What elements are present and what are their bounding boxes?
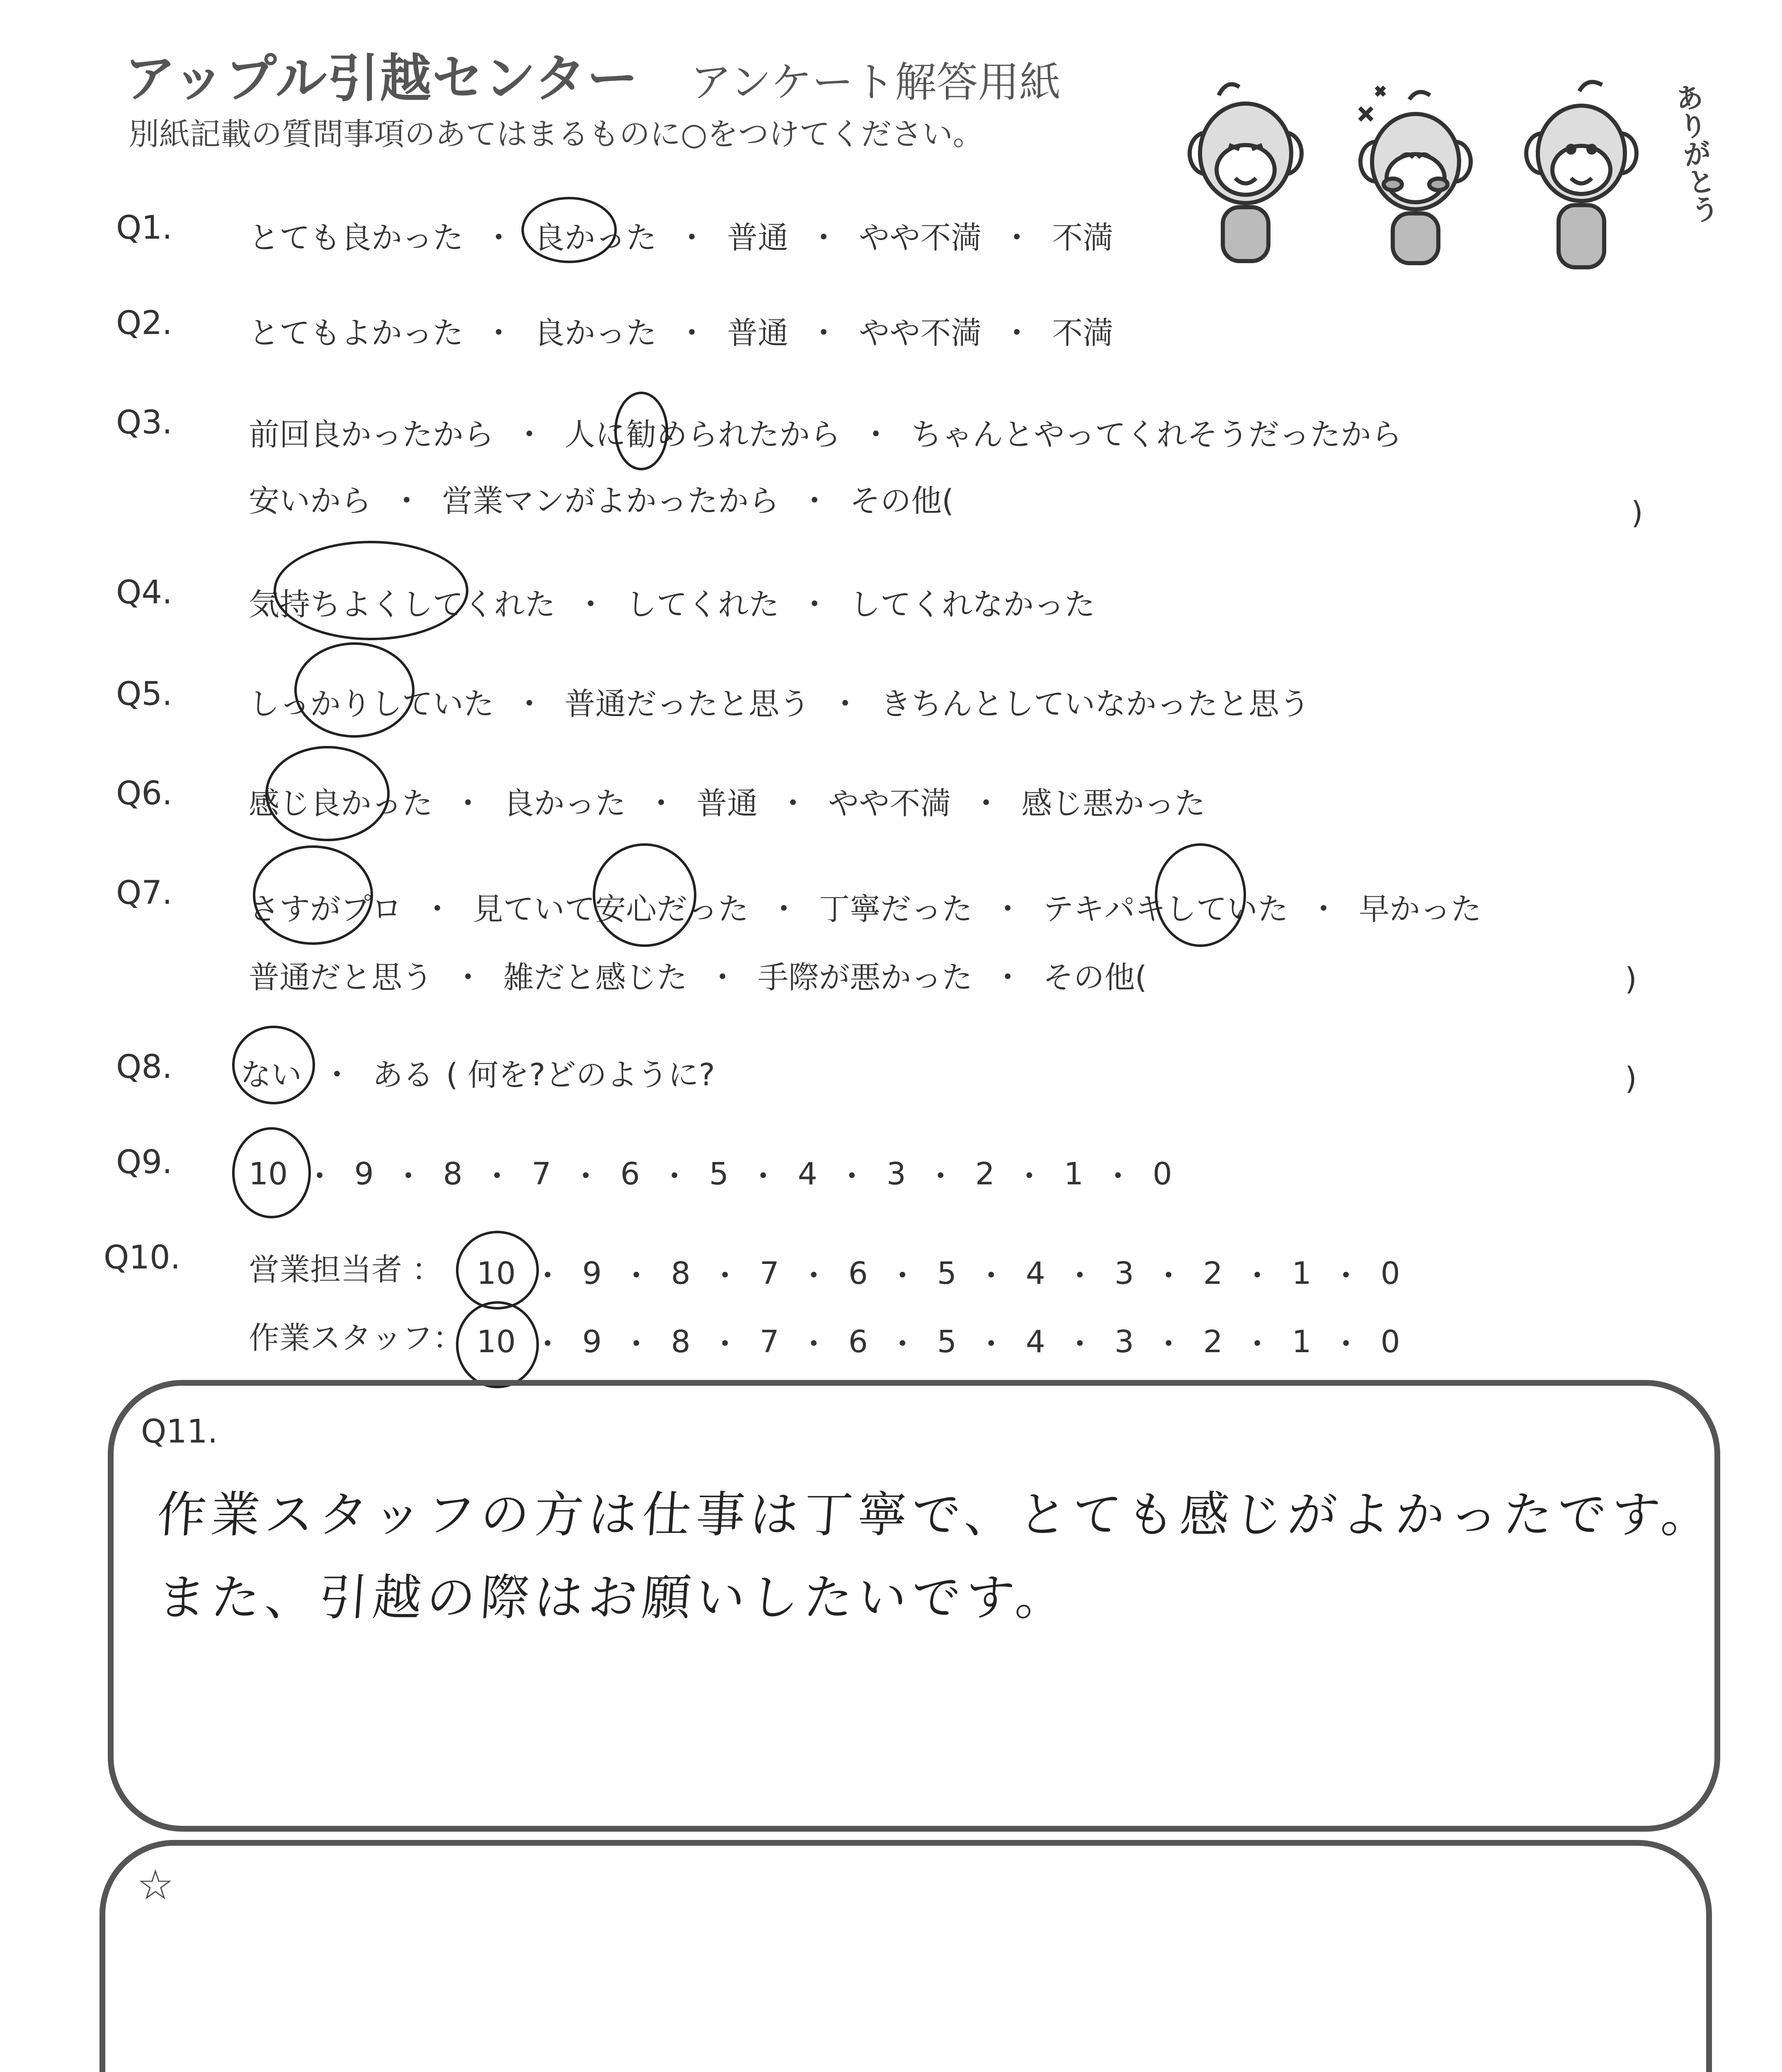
q7-label: Q7. [116,874,172,912]
q9-scale: 10 ・ 9 ・ 8 ・ 7 ・ 6 ・ 5 ・ 4 ・ 3 ・ 2 ・ 1 ・ 0 [249,1152,1175,1196]
q10-staff-score-10[interactable] [477,1324,516,1360]
q9-score-5[interactable]: 5 [709,1156,729,1192]
q3-option-6[interactable]: その他( [850,483,954,519]
q4-option-1-label: 気持ちよくしてくれた [249,587,555,622]
q10-sales-score-4[interactable]: 4 [1026,1256,1045,1291]
q8-options: ない ・ ある ( 何を?どのように? [240,1051,715,1094]
q5-label: Q5. [116,675,172,713]
q7-option-6[interactable]: 普通だと思う [249,960,433,995]
q1-option-3[interactable]: 普通 [727,220,788,256]
q8-close-paren: ) [1625,1061,1637,1097]
star-comment-box[interactable] [99,1840,1712,2072]
q6-options: 感じ良かった ・ 良かった ・ 普通 ・ やや不満 ・ 感じ悪かった [249,779,1205,823]
q10-label: Q10. [104,1239,181,1276]
q3-option-2[interactable] [565,410,841,454]
q3-option-3[interactable]: ちゃんとやってくれそうだったから [911,417,1402,453]
q5-option-1-label: しっかりしていた [249,686,494,722]
q5-option-1[interactable] [249,680,494,724]
q7-option-7[interactable]: 雑だと感じた [503,960,687,995]
q4-option-1[interactable] [249,580,555,624]
q10-staff-score-10-label: 10 [477,1324,516,1360]
q9-score-4[interactable]: 4 [798,1156,817,1192]
q2-option-2[interactable]: 良かった [534,315,657,351]
q10-staff-scale: 10 ・ 9 ・ 8 ・ 7 ・ 6 ・ 5 ・ 4 ・ 3 ・ 2 ・ 1 ・ 0 [477,1320,1403,1364]
mascot-illustration [1127,62,1700,278]
q3-option-5[interactable]: 営業マンがよかったから [442,483,779,519]
q10-sales-score-0[interactable]: 0 [1380,1256,1400,1291]
q2-option-1[interactable]: とてもよかった [249,315,463,351]
q8-option-none-label: ない [240,1057,302,1093]
q7-option-4[interactable] [1043,885,1288,929]
q10-sales-score-9[interactable]: 9 [582,1256,602,1291]
q3-option-2-label: 人に勧められたから [565,417,841,453]
q7-option-8[interactable]: 手際が悪かった [758,960,972,995]
q1-option-2[interactable] [534,213,657,257]
q6-option-1-label: 感じ良かった [249,786,433,821]
q1-option-1[interactable]: とても良かった [249,220,463,256]
q10-staff-score-6[interactable]: 6 [848,1324,868,1360]
q10-staff-score-5[interactable]: 5 [937,1324,957,1360]
q6-label: Q6. [116,775,172,812]
q9-score-0[interactable]: 0 [1152,1156,1172,1192]
q2-label: Q2. [116,305,172,342]
q8-detail: ( 何を?どのように? [446,1057,715,1093]
q10-sales-label: 営業担当者 ： [249,1252,443,1288]
q10-sales-score-6[interactable]: 6 [848,1256,868,1291]
q10-staff-score-1[interactable]: 1 [1292,1324,1312,1360]
q8-option-some[interactable]: ある [372,1057,434,1093]
q9-score-7[interactable]: 7 [531,1156,551,1192]
q5-option-2[interactable]: 普通だったと思う [565,686,810,722]
q10-sales-score-2[interactable]: 2 [1203,1256,1223,1291]
q6-option-5[interactable]: 感じ悪かった [1021,786,1205,821]
q6-option-2[interactable]: 良かった [503,786,626,821]
q10-sales-score-7[interactable]: 7 [759,1256,779,1291]
q5-options: しっかりしていた ・ 普通だったと思う ・ きちんとしていなかったと思う [249,680,1310,724]
q10-staff-score-9[interactable]: 9 [582,1324,602,1360]
q9-score-8[interactable]: 8 [443,1156,463,1192]
q1-options: とても良かった ・ 良かった ・ 普通 ・ やや不満 ・ 不満 [249,213,1113,257]
q7-option-4-label: テキパキしていた [1043,891,1288,927]
form-subtitle: アンケート解答用紙 [690,58,1061,107]
q10-staff-score-0[interactable]: 0 [1380,1324,1400,1360]
q3-option-1[interactable]: 前回良かったから [249,417,494,453]
q2-option-3[interactable]: 普通 [727,315,788,351]
q9-score-3[interactable]: 3 [886,1156,906,1192]
q7-option-5[interactable]: 早かった [1359,891,1481,927]
q7-options-line2: 普通だと思う ・ 雑だと感じた ・ 手際が悪かった ・ その他( [249,953,1147,997]
q3-options-line2: 安いから ・ 営業マンがよかったから ・ その他( [249,477,954,520]
q8-option-none[interactable] [240,1051,302,1094]
q11-comment-line-1: 作業スタッフの方は仕事は丁寧で、とても感じがよかったです。 [155,1486,1717,1543]
q10-staff-label: 作業スタッフ： [249,1320,463,1356]
q5-option-3[interactable]: きちんとしていなかったと思う [880,686,1310,722]
q3-close-paren: ) [1631,495,1643,531]
q1-label: Q1. [116,209,172,247]
q7-option-2[interactable] [473,885,749,929]
q7-option-2-label: 見ていて安心だった [473,891,749,927]
q1-option-2-label: 良かった [534,220,657,256]
q4-option-2[interactable]: してくれた [626,587,779,622]
q10-sales-score-5[interactable]: 5 [937,1256,957,1291]
q9-score-1[interactable]: 1 [1064,1156,1084,1192]
q9-score-9[interactable]: 9 [354,1156,374,1192]
q3-label: Q3. [116,404,172,441]
q7-option-1-label: さすがプロ [249,891,402,927]
q7-options-line1: さすがプロ ・ 見ていて安心だった ・ 丁寧だった ・ テキパキしていた ・ 早かった [249,885,1481,929]
mascot-caption: ありがとう [1668,81,1721,225]
q10-staff-score-8[interactable]: 8 [671,1324,691,1360]
q7-option-1[interactable] [249,885,402,929]
q10-staff-score-2[interactable]: 2 [1203,1324,1223,1360]
q11-comment-line-2: また、引越の際はお願いしたいです。 [155,1569,1072,1626]
q4-options: 気持ちよくしてくれた ・ してくれた ・ してくれなかった [249,580,1095,624]
q1-option-4[interactable]: やや不満 [859,220,982,256]
q9-score-10-label: 10 [249,1156,288,1192]
q10-sales-score-10-label: 10 [477,1256,516,1291]
q10-staff-score-4[interactable]: 4 [1026,1324,1045,1360]
q10-sales-score-3[interactable]: 3 [1114,1256,1134,1291]
form-title: アップル引越センター [124,49,639,109]
q7-close-paren: ) [1625,961,1637,997]
q2-options: とてもよかった ・ 良かった ・ 普通 ・ やや不満 ・ 不満 [249,309,1113,353]
q7-option-3[interactable]: 丁寧だった [819,891,972,927]
q9-score-2[interactable]: 2 [975,1156,995,1192]
q3-options-line1: 前回良かったから ・ 人に勧められたから ・ ちゃんとやってくれそうだったから [249,410,1402,454]
q8-label: Q8. [116,1048,172,1086]
q2-option-4[interactable]: やや不満 [859,315,982,351]
q4-option-3[interactable]: してくれなかった [850,587,1095,622]
q10-sales-score-8[interactable]: 8 [671,1256,691,1291]
q10-staff-score-3[interactable]: 3 [1114,1324,1134,1360]
instructions: 別紙記載の質問事項のあてはまるものに○をつけてください。 [128,116,984,152]
q3-option-4[interactable]: 安いから [249,483,371,519]
q10-staff-score-7[interactable]: 7 [759,1324,779,1360]
q10-sales-scale: 10 ・ 9 ・ 8 ・ 7 ・ 6 ・ 5 ・ 4 ・ 3 ・ 2 ・ 1 ・ 0 [477,1251,1403,1295]
q9-score-6[interactable]: 6 [620,1156,640,1192]
q2-option-5[interactable]: 不満 [1052,315,1113,351]
q4-label: Q4. [116,574,172,611]
q6-option-3[interactable]: 普通 [696,786,758,821]
q7-option-9[interactable]: その他( [1043,960,1147,995]
q6-option-1[interactable] [249,779,433,823]
star-icon: ☆ [137,1861,174,1909]
q1-option-5[interactable]: 不満 [1052,220,1113,256]
q10-sales-score-10[interactable] [477,1256,516,1291]
q11-label: Q11. [141,1413,218,1450]
q10-sales-score-1[interactable]: 1 [1292,1256,1312,1291]
q6-option-4[interactable]: やや不満 [828,786,951,821]
q9-label: Q9. [116,1144,172,1181]
q9-score-10[interactable] [249,1156,288,1192]
